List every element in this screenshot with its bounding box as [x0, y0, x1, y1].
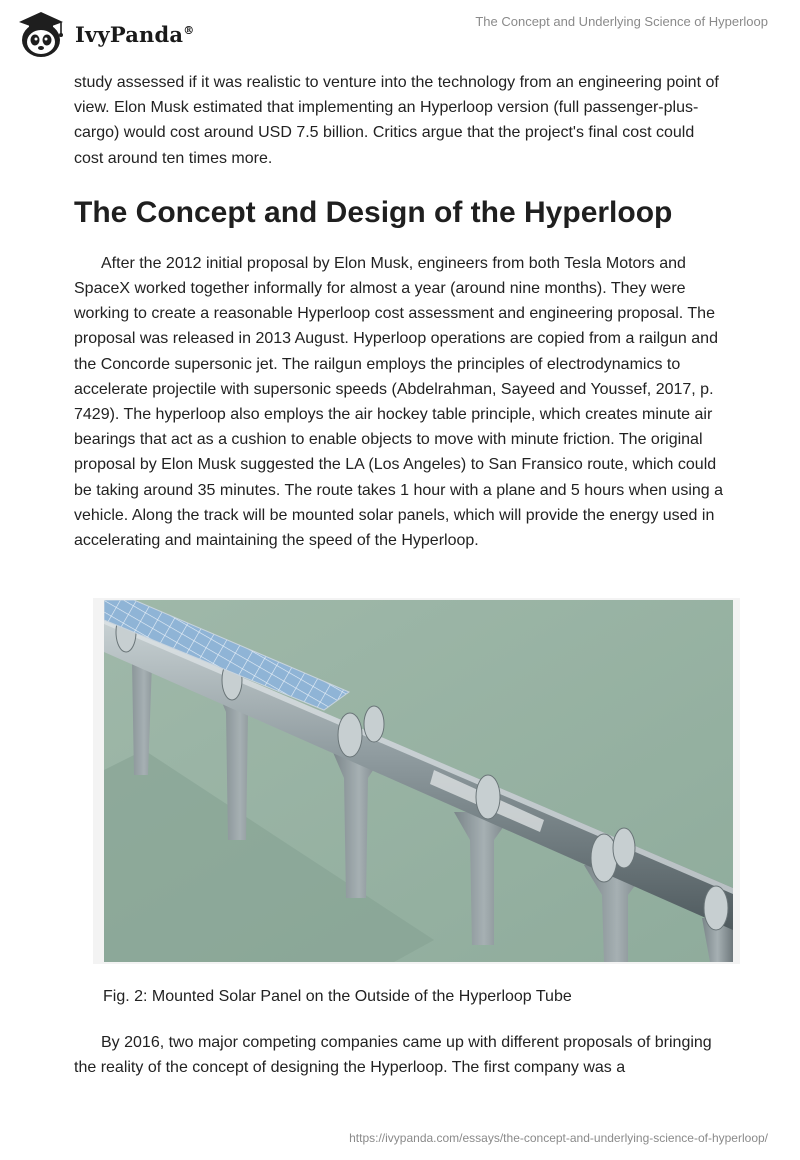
brand-text: IvyPanda	[75, 21, 184, 47]
figure-caption: Fig. 2: Mounted Solar Panel on the Outside of the Hyperloop Tube	[103, 988, 572, 1005]
essay-content	[74, 70, 728, 553]
page-header	[0, 0, 800, 70]
closing-paragraph: By 2016, two major competing companies came up with different proposals of bringing the reality of the concept of designing the Hyperloop. The first company was a	[74, 1034, 712, 1077]
section-paragraph: After the 2012 initial proposal by Elon Musk, engineers from both Tesla Motors and SpaceX worked together informally for almost a year (around nine months). They were working to create a reasonable Hyperloop cost assessment and engineering proposal. The proposal was released in 2013 August. Hyperloop operations are copied from a railgun and the Concorde supersonic jet. The railgun employs the principles of electrodynamics to accelerate projectile with supersonic speeds (Abdelrahman, Sayeed and Youssef, 2017, p. 7429). The hyperloop also employs the air hockey table principle, which creates minute air bearings that act as a cushion to enable objects to move with minute friction. The original proposal by Elon Musk suggested the LA (Los Angeles) to San Fransico route, which could be taking around 35 minutes. The route takes 1 hour with a plane and 5 hours when using a vehicle. Along the track will be mounted solar panels, which will provide the energy used in accelerating and maintaining the speed of the Hyperloop.	[74, 254, 724, 550]
closing-section	[74, 1030, 728, 1080]
ivypanda-logo[interactable]	[15, 8, 194, 60]
registered-mark: ®	[183, 23, 195, 37]
footer-url-link[interactable]: https://ivypanda.com/essays/the-concept-and-underlying-science-of-hyperloop/	[349, 1131, 768, 1145]
hyperloop-figure	[93, 598, 740, 964]
panda-graduate-icon	[15, 8, 67, 60]
section-heading: The Concept and Design of the Hyperloop	[74, 195, 673, 229]
document-title: The Concept and Underlying Science of Hyperloop	[475, 14, 768, 29]
hyperloop-illustration	[104, 600, 733, 962]
intro-paragraph: study assessed if it was realistic to venture into the technology from an engineering point of view. Elon Musk estimated that implementing an Hyperloop version (full passenger-plus-cargo) would cost around USD 7.5 billion. Critics argue that the project's final cost could cost around ten times more.	[74, 74, 719, 167]
brand-name	[75, 22, 194, 47]
